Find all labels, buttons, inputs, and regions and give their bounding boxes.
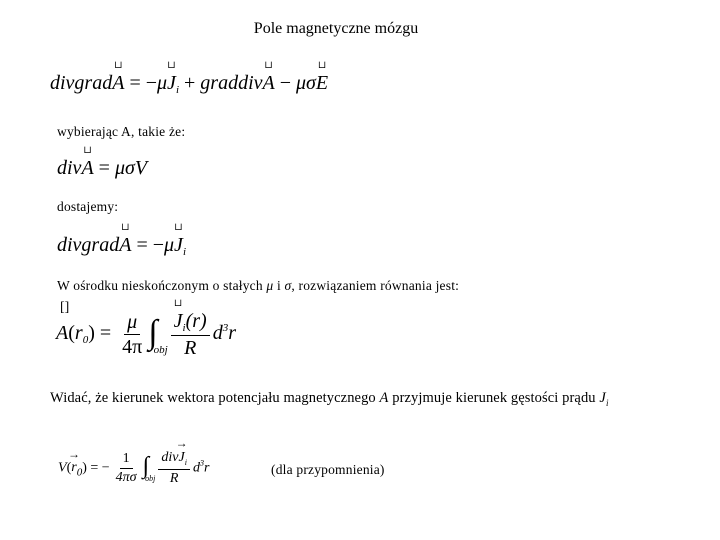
eq5-equals: = − [86,460,110,476]
eq1-mu: μ [157,72,168,94]
eq3-vector-j: ⊔ J [174,234,183,257]
eq2-operator: div [57,157,82,179]
eq5-open-paren: ( [66,460,72,476]
eq5-d: d [192,460,200,476]
equation-3 [57,234,186,258]
text-obtaining: dostajemy: [57,199,119,214]
eq5-integrand-den: R [169,470,179,486]
eq4-r-argument: (r) [185,310,207,332]
eq4-a: A [56,322,69,345]
eq5-r: → r [71,460,76,476]
eq3-mu: μ [164,234,175,256]
text-direction [50,390,609,408]
eq5-integrand-num [158,450,190,470]
eq5-frac-den: 4πσ [115,469,137,485]
eq4-j-subscript: i [182,322,186,334]
eq5-j-subscript: i [184,458,187,467]
equation-2 [57,157,147,180]
eq4-d-superscript: 3 [222,322,229,335]
eq2-vector-a: ⊔ A [81,157,93,180]
eq5-fraction [113,451,140,485]
eq5-r-final: r [203,460,210,476]
eq4-integrand-num [171,310,210,336]
eq5-close-paren: ) [82,460,87,476]
eq4-fraction [119,311,145,358]
eq5-integral-obj: obj [145,474,156,484]
text-reminder: (dla przypomnienia) [271,462,385,477]
eq1-minus: − [274,72,296,94]
mu-symbol: μ [266,278,274,293]
eq1-plus: + [179,72,201,94]
eq5-div: div [161,450,179,465]
eq4-integral-obj: obj [153,344,168,357]
eq4-open-paren: ( [68,322,75,345]
eq4-integral: ∫ [148,313,158,351]
sigma-symbol: σ [284,278,292,293]
eq4-integrand-den: R [184,337,197,360]
direction-j-subscript: i [605,397,609,408]
medium-after: , rozwiązaniem równania jest: [291,278,460,293]
eq4-r-final: r [228,322,236,345]
eq5-integrand-fraction [158,450,190,486]
equation-1 [50,72,328,96]
eq4-close-paren: ) [88,322,95,345]
eq5-frac-num: 1 [120,451,133,468]
eq4-frac-den: 4π [122,336,143,359]
eq2-mu-sigma: μσ [114,157,135,179]
eq5-v: V [58,460,67,476]
direction-middle: przyjmuje kierunek gęstości prądu [392,390,596,406]
equation-5 [58,450,209,486]
eq4-frac-num: μ [124,311,140,335]
eq3-j-subscript: i [182,246,186,258]
text-medium [57,278,459,294]
eq1-operator: divgrad [50,72,113,94]
medium-and: i [276,278,281,293]
direction-j: J [599,390,606,406]
eq5-d-superscript: 3 [199,458,204,468]
eq2-v: V [134,157,148,179]
eq3-vector-a: ⊔ A [119,234,131,257]
eq1-j-subscript: i [175,84,179,96]
equation-4 [56,310,236,359]
eq4-d: d [212,322,223,345]
eq1-vector-j: ⊔ J [167,72,176,95]
medium-before: W ośrodku nieskończonym o stałych [57,278,263,293]
eq1-vector-a-2: ⊔ A [263,72,275,95]
eq1-equals: = − [124,72,157,94]
eq1-operator-2: graddiv [200,72,263,94]
eq1-vector-a: ⊔ A [112,72,124,95]
placeholder-bracket: [] [60,300,70,315]
direction-before: Widać, że kierunek wektora potencjału magnetycznego [50,390,376,406]
eq5-integral: ∫ [142,452,150,479]
page-title: Pole magnetyczne mózgu [253,20,419,37]
text-choosing: wybierając A, takie że: [57,124,186,139]
eq4-r: r [74,322,83,345]
eq4-equals: = [94,322,117,345]
eq5-r-subscript: 0 [76,466,83,479]
eq4-r-subscript: 0 [82,334,89,347]
eq5-vector-j: → J [179,450,185,465]
eq3-operator: divgrad [57,234,120,256]
direction-a: A [379,390,389,406]
eq1-vector-e: ⊔ E [316,72,328,95]
eq2-equals: = [93,157,115,179]
eq3-equals: = − [131,234,164,256]
eq4-integrand-fraction [171,310,210,359]
eq1-mu-sigma: μσ [296,72,316,94]
eq4-vector-j: ⊔ J [174,310,183,332]
